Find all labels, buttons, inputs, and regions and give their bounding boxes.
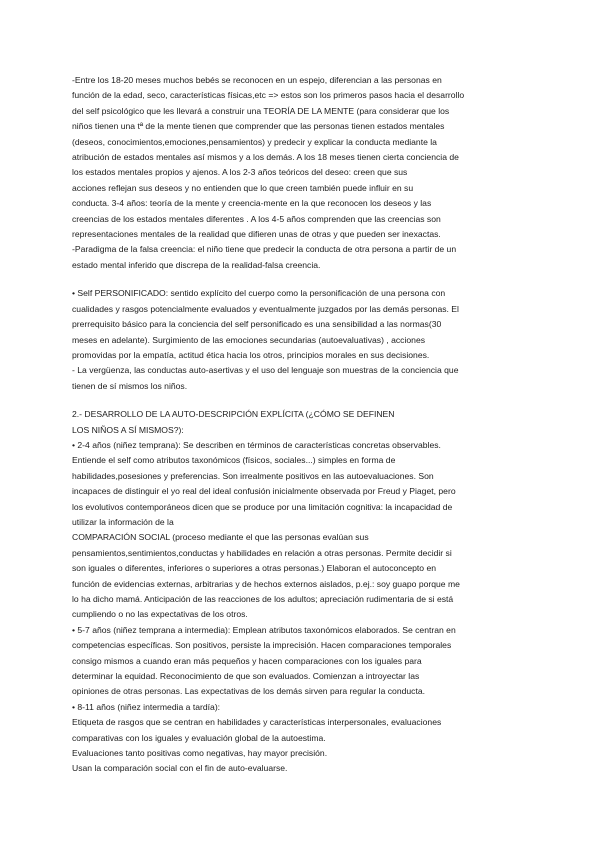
paragraph-theory-of-mind <box>72 73 546 273</box>
text-line: promovidas por la empatía, actitud ética hacia los otros, principios morales en sus decisiones. <box>72 349 430 360</box>
paragraph-self-personificado <box>72 286 546 394</box>
text-line: Etiqueta de rasgos que se centran en habilidades y características interpersonales, evaluaciones <box>72 717 442 728</box>
text-line: Entiende el self como atributos taxonómicos (físicos, sociales...) simples en forma de <box>72 455 396 466</box>
text-line: cualidades y rasgos potencialmente evaluados y eventualmente juzgados por las demás personas. El <box>72 303 459 314</box>
paragraph-gap <box>72 273 546 286</box>
section-heading: LOS NIÑOS A SÍ MISMOS?): <box>72 424 184 435</box>
section-heading: 2.- DESARROLLO DE LA AUTO-DESCRIPCIÓN EXPLÍCITA (¿CÓMO SE DEFINEN <box>72 409 395 420</box>
text-line: (deseos, conocimientos,emociones,pensamientos) y predecir y explicar la conducta mediante la <box>72 136 437 147</box>
text-line: Usan la comparación social con el fin de auto-evaluarse. <box>72 763 288 774</box>
text-line: • 5-7 años (niñez temprana a intermedia): Emplean atributos taxonómicos elaborados. Se centran en <box>72 624 456 635</box>
text-line: • Self PERSONIFICADO: sentido explícito del cuerpo como la personificación de una persona con <box>72 288 446 299</box>
text-line: • 2-4 años (niñez temprana): Se describen en términos de características concretas observables. <box>72 439 441 450</box>
text-line: Evaluaciones tanto positivas como negativas, hay mayor precisión. <box>72 748 328 759</box>
text-line: habilidades,posesiones y preferencias. Son irrealmente positivos en las autoevaluaciones. Son <box>72 470 434 481</box>
text-line: función de evidencias externas, arbitrarias y de hechos externos aislados, p.ej.: soy guapo porque me <box>72 578 460 589</box>
text-line: tienen de sí mismos los niños. <box>72 380 188 391</box>
text-line: niños tienen una tª de la mente tienen que comprender que las personas tienen estados mentales <box>72 121 445 132</box>
text-line: incapaces de distinguir el yo real del ideal confusión inicialmente observada por Freud y Piaget, pero <box>72 486 456 497</box>
text-line: conducta. 3-4 años: teoría de la mente y creencia-mente en la que reconocen los deseos y las <box>72 198 432 209</box>
text-line: • 8-11 años (niñez intermedia a tardía): <box>72 701 221 712</box>
text-line: acciones reflejan sus deseos y no entienden que lo que creen también puede influir en su <box>72 182 414 193</box>
text-line: atribución de estados mentales así mismos y a los demás. A los 18 meses tienen cierta conciencia de <box>72 152 459 163</box>
text-line: consigo mismos a cuando eran más pequeños y hacen comparaciones con los iguales para <box>72 655 422 666</box>
text-line: cumpliendo o no las expectativas de los otros. <box>72 609 248 620</box>
section-auto-descripcion <box>72 407 546 777</box>
text-line: -Paradigma de la falsa creencia: el niño tiene que predecir la conducta de otra persona a partir de un <box>72 244 457 255</box>
paragraph-gap <box>72 394 546 407</box>
text-line: creencias de los estados mentales diferentes . A los 4-5 años comprenden que las creencias son <box>72 213 441 224</box>
text-line: representaciones mentales de la realidad que difieren unas de otras y que pueden ser inexactas. <box>72 229 441 240</box>
text-line: estado mental inferido que discrepa de la realidad-falsa creencia. <box>72 259 321 270</box>
text-line: meses en adelante). Surgimiento de las emociones secundarias (autoevaluativas) , acciones <box>72 334 426 345</box>
text-line: función de la edad, seco, características físicas,etc => estos son los primeros pasos hacia el desarrollo <box>72 90 465 101</box>
text-line: pensamientos,sentimientos,conductas y habilidades en relación a otras personas. Permite decidir si <box>72 547 452 558</box>
text-line: utilizar la información de la <box>72 516 174 527</box>
text-line: son iguales o diferentes, inferiores o superiores a otras personas.) Elaboran el autoconcepto en <box>72 563 437 574</box>
text-line: - La vergüenza, las conductas auto-asertivas y el uso del lenguaje son muestras de la conciencia que <box>72 365 459 376</box>
text-line: opiniones de otras personas. Las expectativas de los demás sirven para regular la conducta. <box>72 686 426 697</box>
text-line: comparativas con los iguales y evaluación global de la autoestima. <box>72 732 326 743</box>
text-line: COMPARACIÓN SOCIAL (proceso mediante el que las personas evalúan sus <box>72 532 369 543</box>
text-line: -Entre los 18-20 meses muchos bebés se reconocen en un espejo, diferencian a las personas en <box>72 75 442 85</box>
text-line: lo ha dicho mamá. Anticipación de las reacciones de los adultos; apreciación rudimentaria de si está <box>72 594 454 604</box>
text-line: competencias específicas. Son positivos, persiste la imprecisión. Hacen comparaciones temporales <box>72 640 452 651</box>
text-line: los estados mentales propios y ajenos. A los 2-3 años teóricos del deseo: creen que sus <box>72 167 408 178</box>
text-line: los evolutivos contemporáneos dicen que se produce por una limitación cognitiva: la incapacidad de <box>72 501 453 512</box>
text-line: prerrequisito básico para la conciencia del self personificado es una sensibilidad a las normas(30 <box>72 319 442 330</box>
text-line: determinar la equidad. Reconocimiento de que son evaluados. Comienzan a introyectar las <box>72 671 420 682</box>
text-line: del self psicológico que les llevará a construir una TEORÍA DE LA MENTE (para considerar que los <box>72 105 450 116</box>
document-body <box>72 73 546 777</box>
